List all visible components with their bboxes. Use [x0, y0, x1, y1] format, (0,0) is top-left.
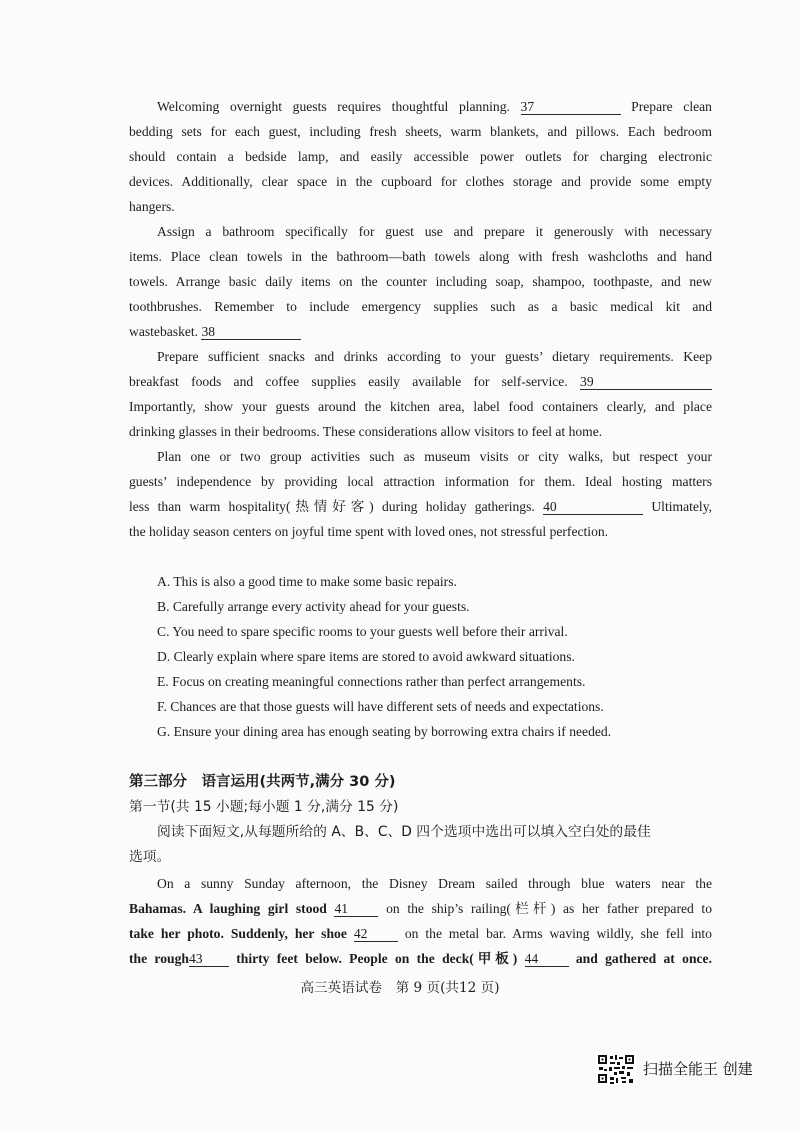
p4-line-4: the holiday season centers on joyful time spent with loved ones, not stressful perfection.: [129, 524, 609, 539]
option-a: A. This is also a good time to make some basic repairs.: [157, 574, 457, 589]
p4-line-2: guests’ independence by providing local attraction information for them. Ideal hosting matters: [129, 474, 712, 489]
p2-line-5: wastebasket. 38: [129, 319, 712, 344]
blank-37: 37: [521, 99, 621, 115]
blank-42: 42: [354, 926, 398, 942]
blank-43: 43: [189, 951, 229, 967]
page-footer: 高三英语试卷 第 9 页(共12 页): [300, 980, 500, 996]
part3-heading: 第三部分 语言运用(共两节,满分 30 分): [129, 774, 396, 790]
p1-line-2: bedding sets for each guest, including fresh sheets, warm blankets, and pillows. Each bedroom: [129, 124, 712, 139]
option-e: E. Focus on creating meaningful connections rather than perfect arrangements.: [157, 674, 586, 689]
p3-line-3: Importantly, show your guests around the kitchen area, label food containers clearly, and place: [129, 399, 712, 414]
blank-39: 39: [580, 374, 712, 390]
p1-line-4: devices. Additionally, clear space in the cupboard for clothes storage and provide some empty: [129, 174, 712, 189]
p1-line-3: should contain a bedside lamp, and easily accessible power outlets for charging electronic: [129, 149, 712, 164]
option-c: C. You need to spare specific rooms to your guests well before their arrival.: [157, 624, 568, 639]
blank-38: 38: [201, 324, 301, 340]
cloze-line-3: take her photo. Suddenly, her shoe 42 on the metal bar. Arms waving wildly, she fell into: [129, 926, 712, 941]
p3-line-2: breakfast foods and coffee supplies easily available for self-service. 39: [129, 369, 712, 394]
blank-41: 41: [334, 901, 378, 917]
p2-line-4: toothbrushes. Remember to include emergency supplies such as a basic medical kit and: [129, 299, 712, 314]
p3-line-4: drinking glasses in their bedrooms. These considerations allow visitors to feel at home.: [129, 424, 603, 439]
section1-heading: 第一节(共 15 小题;每小题 1 分,满分 15 分): [129, 799, 399, 815]
p2-line-1: Assign a bathroom specifically for guest use and prepare it generously with necessary: [157, 224, 712, 239]
p2-line-3: towels. Arrange basic daily items on the counter including soap, shampoo, toothpaste, and new: [129, 274, 712, 289]
watermark-text: 扫描全能王 创建: [643, 1060, 753, 1078]
option-g: G. Ensure your dining area has enough seating by borrowing extra chairs if needed.: [157, 724, 612, 739]
p2-line-2: items. Place clean towels in the bathroom—bath towels along with fresh washcloths and hand: [129, 249, 712, 264]
qr-code-icon: [596, 1053, 636, 1085]
cloze-line-1: On a sunny Sunday afternoon, the Disney Dream sailed through blue waters near the: [157, 876, 712, 891]
blank-44: 44: [525, 951, 569, 967]
blank-40: 40: [543, 499, 643, 515]
p4-line-1: Plan one or two group activities such as museum visits or city walks, but respect your: [157, 449, 712, 464]
p3-line-1: Prepare sufficient snacks and drinks according to your guests’ dietary requirements. Keep: [157, 349, 712, 364]
option-b: B. Carefully arrange every activity ahead for your guests.: [157, 599, 470, 614]
p1-line-1: Welcoming overnight guests requires thoughtful planning. 37 Prepare clean: [157, 99, 712, 114]
cloze-line-2: Bahamas. A laughing girl stood 41 on the ship’s railing(栏杆) as her father prepared to: [129, 901, 712, 916]
p4-line-3: less than warm hospitality(热情好客) during holiday gatherings. 40 Ultimately,: [129, 499, 713, 514]
cloze-line-4: the rough43 thirty feet below. People on the deck(甲板) 44 and gathered at once.: [129, 951, 712, 966]
instruction-line-2: 选项。: [129, 849, 171, 865]
instruction-line-1: 阅读下面短文,从每题所给的 A、B、C、D 四个选项中选出可以填入空白处的最佳: [157, 824, 651, 840]
option-d: D. Clearly explain where spare items are stored to avoid awkward situations.: [157, 649, 575, 664]
option-f: F. Chances are that those guests will have different sets of needs and expectations.: [157, 699, 604, 714]
p1-line-5: hangers.: [129, 199, 175, 214]
